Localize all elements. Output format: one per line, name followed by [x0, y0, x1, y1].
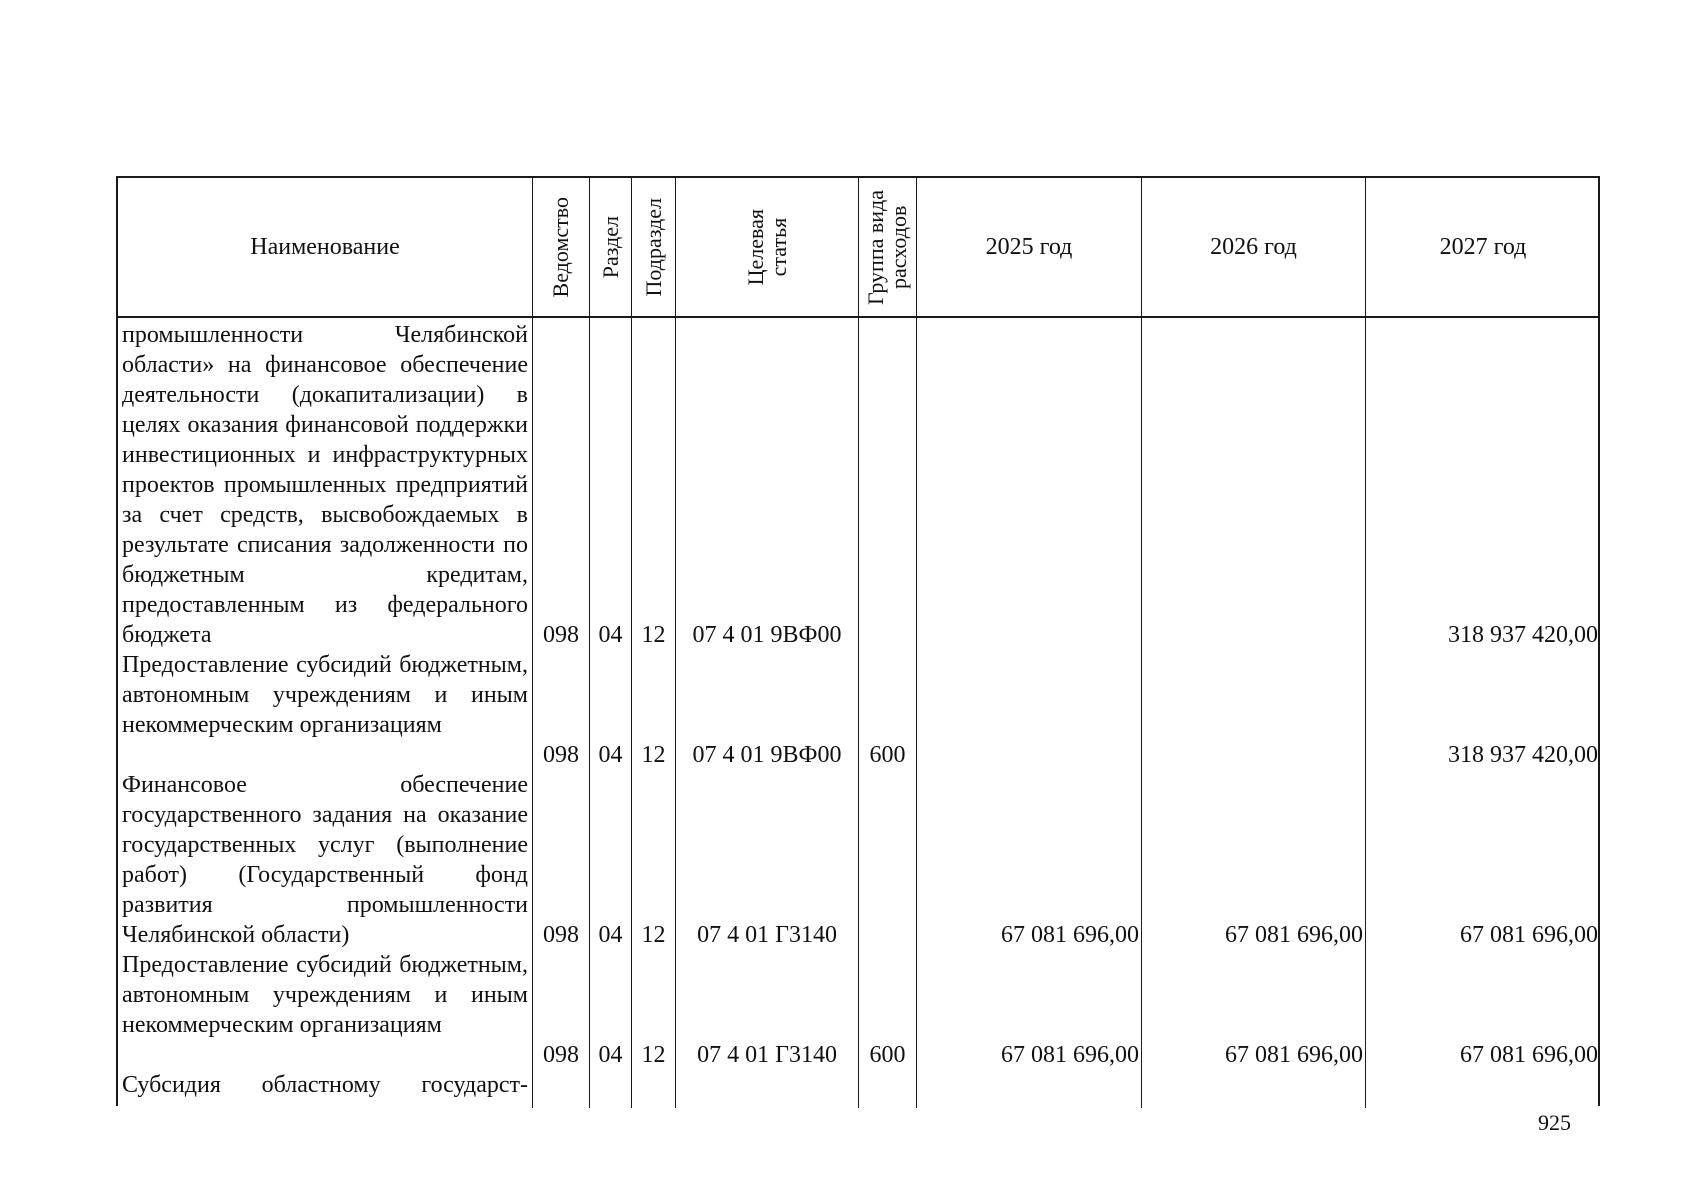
year-2027-column: [1366, 318, 1600, 1108]
name-column: [118, 318, 533, 1108]
table-row-name: [118, 650, 532, 740]
row-4-section: 04: [598, 1042, 623, 1068]
expense-group-column: [859, 318, 917, 1108]
header-year-2027: [1366, 178, 1600, 318]
header-department: [533, 178, 590, 318]
row-1-name: промышленности Челябинской области» на финансовое обеспечение деятельности (докапитализации) в целях оказания финансовой поддержки инвестиционных и инфраструктурных проектов промышленных предприятий за счет средств, высвобождаемых в результате списания задолженности по бюджетным кредитам, предоставленным из федерального бюджета: [122, 322, 528, 648]
department-column: [533, 318, 590, 1108]
header-section: [590, 178, 632, 318]
header-expense-group-line2: расходов: [886, 205, 912, 289]
header-name: [118, 178, 533, 318]
row-4-department: 098: [543, 1042, 579, 1068]
header-target-article-line2: статья: [766, 217, 791, 277]
row-2-target: 07 4 01 9ВФ00: [692, 742, 842, 768]
table-row-name: [118, 320, 532, 650]
table-row-name: [118, 770, 532, 950]
year-2026-column: [1142, 318, 1366, 1108]
row-2-name: Предоставление субсидий бюджетным, автономным учреждениям и иным некоммерческим организациям: [122, 652, 528, 738]
row-1-section: 04: [598, 622, 623, 648]
header-year-2026-label: 2026 год: [1210, 233, 1297, 260]
target-article-column: [676, 318, 859, 1108]
row-3-section: 04: [598, 922, 623, 948]
header-name-label: Наименование: [250, 233, 400, 260]
row-4-name: Предоставление субсидий бюджетным, автономным учреждениям и иным некоммерческим организациям: [122, 952, 528, 1038]
row-3-2027: 67 081 696,00: [1460, 922, 1598, 948]
header-year-2027-label: 2027 год: [1439, 233, 1527, 260]
section-column: [590, 318, 632, 1108]
row-4-subsection: 12: [641, 1042, 666, 1068]
header-target-article: [676, 178, 859, 318]
header-section-label: Раздел: [597, 215, 623, 279]
page-number: 925: [1538, 1110, 1571, 1135]
row-1-department: 098: [543, 622, 579, 648]
year-2025-column: [917, 318, 1142, 1108]
row-5-name: Субсидия областному государст-: [122, 1072, 528, 1098]
row-1-subsection: 12: [641, 622, 666, 648]
row-3-2026: 67 081 696,00: [1225, 922, 1363, 948]
table-row-name: [118, 950, 532, 1040]
row-4-2027: 67 081 696,00: [1460, 1042, 1598, 1068]
row-2-subsection: 12: [641, 742, 666, 768]
budget-table: [116, 176, 1600, 1106]
row-3-name: Финансовое обеспечение государственного задания на оказание государственных услуг (выполнение работ) (Государственный фонд развития промышленности Челябинской области): [122, 772, 528, 948]
header-subsection-label: Подраздел: [640, 197, 666, 297]
header-subsection: [632, 178, 676, 318]
header-expense-group-line1: Группа вида: [863, 189, 889, 305]
header-year-2025-label: 2025 год: [985, 233, 1073, 260]
row-1-2027: 318 937 420,00: [1448, 622, 1598, 648]
row-3-department: 098: [543, 922, 579, 948]
header-target-article-line1: Целевая: [742, 208, 768, 286]
header-year-2025: [917, 178, 1142, 318]
header-expense-group: [859, 178, 917, 318]
row-2-section: 04: [598, 742, 623, 768]
header-expense-group-label: [864, 190, 910, 305]
row-4-target: 07 4 01 Г3140: [697, 1042, 837, 1068]
subsection-column: [632, 318, 676, 1108]
row-4-group: 600: [869, 1042, 906, 1068]
row-1-target: 07 4 01 9ВФ00: [692, 622, 842, 648]
row-3-2025: 67 081 696,00: [1001, 922, 1139, 948]
row-2-group: 600: [869, 742, 906, 768]
table-row-name: [118, 1070, 532, 1100]
row-4-2025: 67 081 696,00: [1001, 1042, 1139, 1068]
row-3-target: 07 4 01 Г3140: [697, 922, 837, 948]
row-4-2026: 67 081 696,00: [1225, 1042, 1363, 1068]
header-department-label: Ведомство: [548, 196, 573, 298]
header-year-2026: [1142, 178, 1366, 318]
row-3-subsection: 12: [641, 922, 666, 948]
header-target-article-label: [744, 209, 790, 285]
row-2-department: 098: [543, 742, 579, 768]
row-2-2027: 318 937 420,00: [1448, 742, 1598, 768]
